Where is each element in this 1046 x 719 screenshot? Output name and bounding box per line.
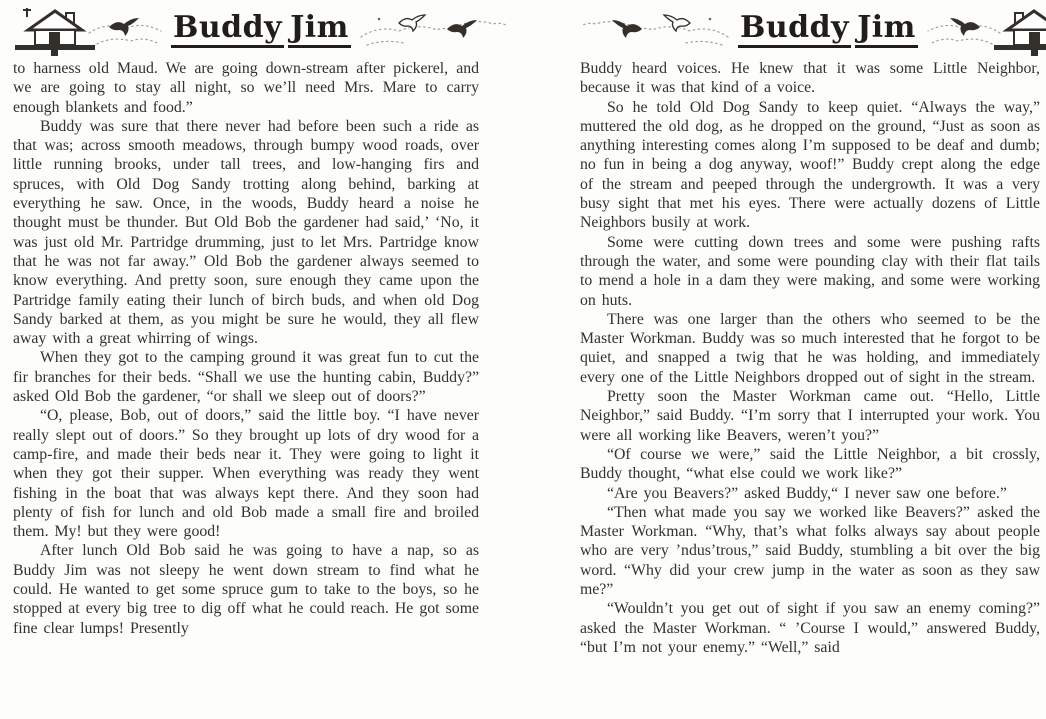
paragraph: After lunch Old Bob said he was going to have a nap, so as Buddy Jim was not sleepy he went down stream to find what he could. He wanted to get some spruce gum to take to the boys, so he stopped at every big tree to dig off what he could reach. He got some fine clear lumps! Presently	[13, 542, 479, 637]
page-left-text	[13, 59, 479, 638]
birdhouse-and-bird-decoration	[926, 3, 1046, 57]
paragraph: “Of course we were,” said the Little Neighbor, a bit crossly, Buddy thought, “what else could we work like?”	[580, 445, 1040, 483]
flying-bird-icon	[612, 20, 642, 38]
birdhouse-icon	[926, 3, 1046, 57]
title-word-jim: Jim	[288, 13, 351, 48]
title-word-jim: Jim	[855, 13, 918, 48]
page-header-right	[580, 4, 1040, 56]
clouds-decoration	[580, 3, 730, 57]
paragraph: Buddy heard voices. He knew that it was some Little Neighbor, because it was that kind of a voice.	[580, 60, 1040, 97]
flying-bird-icon	[950, 18, 980, 36]
page-header-left	[13, 4, 479, 56]
page-title	[736, 9, 920, 48]
paragraph: Some were cutting down trees and some were pushing rafts through the water, and some were pounding clay with their flat tails to mend a hole in a dam they were making, and some were working on huts.	[580, 233, 1040, 309]
outline-bird-icon	[664, 15, 690, 31]
clouds-decoration	[359, 3, 509, 57]
paragraph: So he told Old Dog Sandy to keep quiet. “Always the way,” muttered the old dog, as he dropped on the ground, “Just as soon as anything interesting comes along I’m supposed to be deaf and dumb; no fun in being a dog anyway, woof!” Buddy crept along the edge of the stream and peeped through the undergrowth. It was a very busy sight that met his eyes. There were actually dozens of Little Neighbors busily at work.	[580, 98, 1040, 232]
flying-bird-icon	[447, 20, 477, 38]
page-title	[169, 9, 353, 48]
paragraph: “O, please, Bob, out of doors,” said the little boy. “I have never really slept out of doors.” So they brought up lots of dry wood for a camp-fire, and made their beds near it. They were going to light it when they got their supper. When everything was ready they went fishing in the boat that was always kept there. And they soon had plenty of fish for lunch and old Bob made a small fire and broiled them. My! but they were good!	[13, 407, 479, 541]
birdhouse-icon	[13, 3, 163, 57]
clouds-birds-decoration	[359, 3, 509, 57]
paragraph: Pretty soon the Master Workman came out. “Hello, Little Neighbor,” said Buddy. “I’m sorry that I interrupted your work. You were all working like Beavers, weren’t you?”	[580, 388, 1040, 444]
paragraph: “Are you Beavers?” asked Buddy,“ I never saw one before.”	[607, 484, 1007, 502]
page-right	[523, 0, 1046, 719]
paragraph: to harness old Maud. We are going down-stream after pickerel, and we are going to stay all night, so we’ll need Mrs. Mare to carry enough blankets and food.”	[13, 60, 479, 116]
flying-bird-icon	[109, 18, 139, 36]
paragraph: “Then what made you say we worked like Beavers?” asked the Master Workman. “Why, that’s what folks always say about people who are very ’ndus’trous,” said Buddy, stumbling a bit over the big word. “Why did your crew jump in the water as soon as they saw me?”	[580, 503, 1040, 599]
birdhouse-and-bird-decoration	[13, 3, 163, 57]
title-word-buddy: Buddy	[738, 13, 851, 48]
paragraph: “Wouldn’t you get out of sight if you saw an enemy coming?” asked the Master Workman. “ ’Course I would,” answered Buddy, “but I’m not your enemy.” “Well,” said	[580, 600, 1040, 656]
outline-bird-icon	[399, 15, 425, 31]
paragraph: Buddy was sure that there never had before been such a ride as that was; across smooth meadows, through bumpy wood roads, over little running brooks, under tall trees, and low-hanging firs and spruces, with Old Dog Sandy trotting along behind, barking at everything he saw. Once, in the woods, Buddy heard a noise he thought must be thunder. But Old Bob the gardener had said,’ ‘No, it was just old Mr. Partridge drumming, just to let Mrs. Partridge know that he was not far away.” Old Bob the gardener always seemed to know everything. And pretty soon, sure enough they came upon the Partridge family eating their lunch of birch buds, and when old Dog Sandy barked at them, as you might be sure he would, they all flew away with a great whirring of wings.	[13, 117, 479, 348]
page-right-text	[580, 59, 1040, 657]
clouds-birds-decoration	[580, 3, 730, 57]
paragraph: There was one larger than the others who seemed to be the Master Workman. Buddy was so much interested that he forgot to be quiet, and snapped a twig that he was holding, and immediately every one of the Little Neighbors dropped out of sight in the stream.	[580, 310, 1040, 386]
paragraph: When they got to the camping ground it was great fun to cut the fir branches for their beds. “Shall we use the hunting cabin, Buddy?” asked Old Bob the gardener, “or shall we sleep out of doors?”	[13, 349, 479, 406]
title-word-buddy: Buddy	[171, 13, 284, 48]
